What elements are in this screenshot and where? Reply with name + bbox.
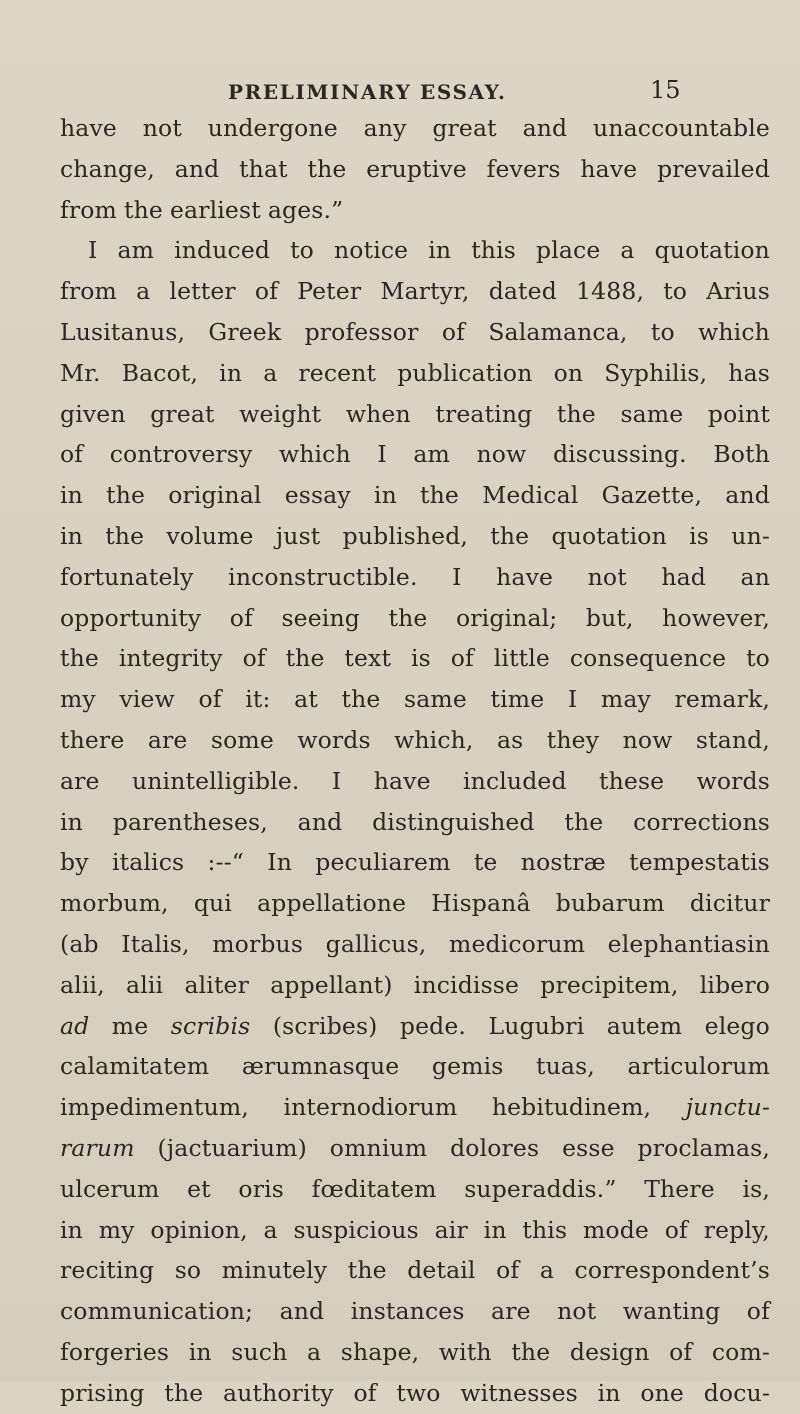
- word: change,: [60, 154, 155, 183]
- word: that: [239, 154, 288, 183]
- word: remark,: [674, 685, 770, 714]
- word: the: [388, 603, 428, 632]
- word: pede.: [399, 1011, 467, 1040]
- word: (jactuarium): [157, 1133, 307, 1162]
- text-line: [60, 720, 770, 761]
- word: great: [432, 114, 497, 142]
- word: suspicious: [293, 1215, 419, 1244]
- word: recent: [298, 358, 377, 387]
- word: 1488,: [576, 277, 645, 306]
- word: had: [661, 562, 706, 591]
- word: the: [106, 481, 146, 510]
- word: bubarum: [555, 889, 665, 918]
- word: the: [285, 644, 325, 673]
- word: may: [600, 685, 651, 714]
- word: they: [546, 725, 600, 754]
- word: :--“: [207, 848, 244, 877]
- word: esse: [562, 1133, 615, 1162]
- word: am: [413, 440, 450, 469]
- word: in: [60, 521, 83, 550]
- word: Lusitanus,: [60, 317, 186, 346]
- word: reciting: [60, 1256, 155, 1285]
- word: fœditatem: [311, 1174, 437, 1203]
- word: internodiorum: [283, 1093, 458, 1122]
- word: same: [620, 399, 684, 428]
- text-line: [60, 924, 770, 965]
- word: omnium: [329, 1133, 428, 1162]
- word: am: [117, 236, 155, 265]
- word: treating: [435, 399, 533, 428]
- word: this: [471, 236, 516, 265]
- word: the: [307, 154, 347, 183]
- word: which: [278, 440, 351, 469]
- word: as: [496, 725, 524, 754]
- word: et: [187, 1174, 211, 1203]
- text-line: [60, 679, 770, 720]
- word: authority: [223, 1378, 334, 1407]
- word: dicitur: [689, 889, 770, 918]
- running-head: PRELIMINARY ESSAY.: [228, 80, 507, 104]
- word: in: [219, 358, 243, 387]
- word: publication: [397, 358, 533, 387]
- word: induced: [174, 236, 271, 265]
- word: the: [341, 685, 381, 714]
- word: words: [297, 725, 371, 754]
- word: of: [450, 644, 474, 673]
- word: ulcerum: [60, 1174, 160, 1203]
- word: Syphilis,: [604, 358, 708, 387]
- word: I: [377, 440, 387, 469]
- text-line: [60, 1087, 770, 1128]
- word: weight: [239, 399, 322, 428]
- word: volume: [166, 521, 254, 550]
- word: have: [373, 766, 431, 795]
- word: place: [536, 236, 601, 265]
- word: alii: [126, 970, 164, 999]
- word: witnesses: [460, 1378, 578, 1407]
- word: seeing: [281, 603, 360, 632]
- word: some: [210, 725, 274, 754]
- word: when: [345, 399, 411, 428]
- text-line: [60, 108, 770, 149]
- word: and: [279, 1297, 325, 1326]
- word: one: [640, 1378, 684, 1407]
- word: not: [587, 562, 627, 591]
- word: morbus: [212, 929, 304, 958]
- word: in: [60, 1215, 83, 1244]
- word: same: [404, 685, 467, 714]
- text-line: [60, 149, 770, 190]
- word: alii,: [60, 970, 105, 999]
- word: unaccountable: [593, 114, 770, 142]
- text-line: [60, 802, 770, 843]
- word: a: [263, 358, 278, 387]
- word: design: [569, 1337, 650, 1366]
- text-line: [60, 965, 770, 1006]
- word: in: [483, 1215, 507, 1244]
- word: has: [728, 358, 770, 387]
- word: on: [553, 358, 584, 387]
- word: in: [188, 1337, 212, 1366]
- text-line: [60, 1046, 770, 1087]
- word: incidisse: [413, 970, 520, 999]
- word: minutely: [221, 1256, 328, 1285]
- word: me: [111, 1011, 149, 1040]
- word: words: [696, 766, 770, 795]
- text-line: [60, 394, 770, 435]
- word: opinion,: [150, 1215, 248, 1244]
- word: Medical: [482, 481, 579, 510]
- word: the: [347, 1256, 387, 1285]
- word: reply,: [703, 1215, 770, 1244]
- text-line: [60, 230, 770, 271]
- word: docu-: [703, 1378, 770, 1407]
- word: a: [620, 236, 635, 265]
- word: fevers: [486, 154, 561, 183]
- word: controversy: [109, 440, 253, 469]
- word: given: [60, 399, 126, 428]
- word: at: [294, 685, 318, 714]
- word: opportunity: [60, 603, 202, 632]
- word: and: [725, 481, 770, 510]
- word: an: [740, 562, 770, 591]
- word: my: [98, 1215, 135, 1244]
- text-line: [60, 1006, 770, 1047]
- word: proclamas,: [637, 1133, 770, 1162]
- text-line: [60, 1169, 770, 1210]
- word: Bacot,: [121, 358, 199, 387]
- word: in: [597, 1378, 621, 1407]
- word: is,: [742, 1174, 770, 1203]
- text-line: [60, 842, 770, 883]
- word: instances: [350, 1297, 465, 1326]
- text-line: [60, 434, 770, 475]
- word: by: [60, 848, 89, 877]
- word: from: [60, 277, 117, 306]
- word: a: [136, 277, 151, 306]
- word: shape,: [340, 1337, 420, 1366]
- word: of: [669, 1337, 693, 1366]
- word: gemis: [431, 1052, 504, 1081]
- word: Hispanâ: [431, 889, 531, 918]
- word: in: [60, 807, 83, 836]
- word: I: [452, 562, 462, 591]
- word: the: [60, 644, 99, 673]
- word: which,: [394, 725, 474, 754]
- word: of: [496, 1256, 520, 1285]
- word: the: [511, 1337, 551, 1366]
- word: to: [290, 236, 314, 265]
- word: ages.”: [267, 195, 344, 224]
- word: however,: [662, 603, 770, 632]
- text-line: [60, 1291, 770, 1332]
- word: have: [60, 114, 117, 142]
- word: air: [434, 1215, 468, 1244]
- word: precipitem,: [540, 970, 679, 999]
- text-line: [60, 353, 770, 394]
- word: to: [746, 644, 770, 673]
- word: the: [105, 521, 145, 550]
- word: and: [297, 807, 343, 836]
- word: consequence: [569, 644, 727, 673]
- word: medicorum: [449, 929, 586, 958]
- word: little: [493, 644, 550, 673]
- word: such: [231, 1337, 288, 1366]
- word: these: [599, 766, 665, 795]
- word: of: [198, 685, 222, 714]
- word: rarum: [60, 1133, 135, 1162]
- word: original: [168, 481, 262, 510]
- word: the: [124, 195, 163, 224]
- word: I: [88, 236, 98, 265]
- word: parentheses,: [112, 807, 268, 836]
- word: now: [622, 725, 673, 754]
- word: two: [396, 1378, 441, 1407]
- word: communication;: [60, 1297, 254, 1326]
- word: prising: [60, 1378, 145, 1407]
- word: gallicus,: [325, 929, 427, 958]
- word: aliter: [184, 970, 249, 999]
- word: qui: [193, 889, 232, 918]
- word: fortunately: [60, 562, 194, 591]
- word: any: [363, 114, 407, 142]
- word: of: [353, 1378, 377, 1407]
- word: Martyr,: [380, 277, 470, 306]
- word: detail: [407, 1256, 476, 1285]
- word: Lugubri: [488, 1011, 585, 1040]
- word: (scribes): [272, 1011, 378, 1040]
- word: inconstructible.: [228, 562, 418, 591]
- word: morbum,: [60, 889, 169, 918]
- word: my: [60, 685, 96, 714]
- word: appellatione: [257, 889, 407, 918]
- word: prevailed: [657, 154, 770, 183]
- word: essay: [284, 481, 351, 510]
- body-text: [60, 108, 770, 1414]
- word: unintelligible.: [131, 766, 300, 795]
- word: integrity: [118, 644, 223, 673]
- word: Gazette,: [601, 481, 703, 510]
- word: view: [119, 685, 175, 714]
- word: of: [664, 1215, 688, 1244]
- word: in: [60, 481, 83, 510]
- word: tuas,: [536, 1052, 595, 1081]
- word: of: [746, 1297, 770, 1326]
- word: scribis: [170, 1011, 251, 1040]
- word: with: [438, 1337, 492, 1366]
- word: calamitatem: [60, 1052, 210, 1081]
- text-line: [60, 598, 770, 639]
- word: eruptive: [366, 154, 467, 183]
- word: point: [707, 399, 770, 428]
- word: Italis,: [121, 929, 190, 958]
- text-line: [60, 190, 770, 231]
- word: time: [490, 685, 545, 714]
- text-line: [60, 312, 770, 353]
- word: which: [698, 317, 770, 346]
- word: are: [491, 1297, 531, 1326]
- word: this: [522, 1215, 568, 1244]
- word: oris: [238, 1174, 284, 1203]
- word: in: [373, 481, 397, 510]
- word: italics: [111, 848, 185, 877]
- word: original;: [455, 603, 558, 632]
- word: appellant): [270, 970, 393, 999]
- word: autem: [606, 1011, 683, 1040]
- text-line: [60, 557, 770, 598]
- word: but,: [585, 603, 634, 632]
- word: notice: [334, 236, 409, 265]
- text-line: [60, 638, 770, 679]
- word: junctu-: [685, 1093, 770, 1122]
- word: of: [242, 644, 266, 673]
- word: In: [267, 848, 292, 877]
- word: stand,: [695, 725, 770, 754]
- word: wanting: [622, 1297, 721, 1326]
- word: dated: [488, 277, 557, 306]
- word: un-: [731, 521, 770, 550]
- word: the: [164, 1378, 204, 1407]
- text-line: [60, 1373, 770, 1414]
- word: Greek: [208, 317, 282, 346]
- word: published,: [342, 521, 469, 550]
- word: have: [496, 562, 554, 591]
- word: the: [564, 807, 604, 836]
- word: dolores: [450, 1133, 540, 1162]
- word: te: [473, 848, 498, 877]
- text-line: [60, 1250, 770, 1291]
- word: are: [147, 725, 188, 754]
- word: not: [557, 1297, 597, 1326]
- word: so: [174, 1256, 202, 1285]
- word: the: [490, 521, 530, 550]
- word: of: [229, 603, 253, 632]
- word: the: [556, 399, 596, 428]
- word: included: [463, 766, 567, 795]
- word: ad: [60, 1011, 90, 1040]
- word: discussing.: [552, 440, 687, 469]
- word: tempestatis: [629, 848, 770, 877]
- page-number: 15: [650, 76, 681, 104]
- text-line: [60, 883, 770, 924]
- word: forgeries: [60, 1337, 170, 1366]
- word: earliest: [170, 195, 261, 224]
- word: undergone: [207, 114, 338, 142]
- word: letter: [169, 277, 236, 306]
- word: to: [663, 277, 688, 306]
- word: text: [344, 644, 392, 673]
- word: is: [689, 521, 710, 550]
- text-line: [60, 1332, 770, 1373]
- word: just: [275, 521, 321, 550]
- word: from: [60, 195, 117, 224]
- word: elego: [704, 1011, 770, 1040]
- word: have: [580, 154, 638, 183]
- text-line: [60, 516, 770, 557]
- word: is: [410, 644, 431, 673]
- word: distinguished: [372, 807, 535, 836]
- word: com-: [711, 1337, 770, 1366]
- word: of: [60, 440, 84, 469]
- word: Arius: [706, 277, 770, 306]
- word: quotation: [551, 521, 667, 550]
- text-line: [60, 475, 770, 516]
- word: a: [306, 1337, 322, 1366]
- word: mode: [582, 1215, 649, 1244]
- word: nostræ: [520, 848, 606, 877]
- word: the: [420, 481, 459, 510]
- word: it:: [245, 685, 271, 714]
- word: now: [476, 440, 527, 469]
- word: peculiarem: [315, 848, 451, 877]
- word: and: [174, 154, 220, 183]
- word: not: [142, 114, 182, 142]
- word: of: [254, 277, 279, 306]
- word: a: [263, 1215, 278, 1244]
- word: there: [60, 725, 125, 754]
- word: impedimentum,: [60, 1093, 249, 1122]
- word: in: [428, 236, 452, 265]
- word: Peter: [297, 277, 362, 306]
- text-line: [60, 761, 770, 802]
- word: There: [644, 1174, 715, 1203]
- word: hebitudinem,: [491, 1093, 652, 1122]
- text-line: [60, 271, 770, 312]
- word: a: [539, 1256, 554, 1285]
- word: libero: [699, 970, 770, 999]
- word: professor: [304, 317, 419, 346]
- word: articulorum: [627, 1052, 770, 1081]
- word: superaddis.”: [464, 1174, 617, 1203]
- word: elephantiasin: [607, 929, 770, 958]
- word: (ab: [60, 929, 99, 958]
- word: are: [60, 766, 100, 795]
- text-line: [60, 1210, 770, 1251]
- text-line: [60, 1128, 770, 1169]
- word: to: [650, 317, 675, 346]
- word: Both: [713, 440, 770, 469]
- word: and: [522, 114, 568, 142]
- word: corrections: [633, 807, 770, 836]
- word: great: [150, 399, 215, 428]
- word: Salamanca,: [488, 317, 628, 346]
- word: I: [567, 685, 578, 714]
- word: quotation: [654, 236, 770, 265]
- word: of: [441, 317, 465, 346]
- word: Mr.: [60, 358, 101, 387]
- word: ærumnasque: [241, 1052, 400, 1081]
- word: I: [331, 766, 342, 795]
- word: correspondent’s: [574, 1256, 770, 1285]
